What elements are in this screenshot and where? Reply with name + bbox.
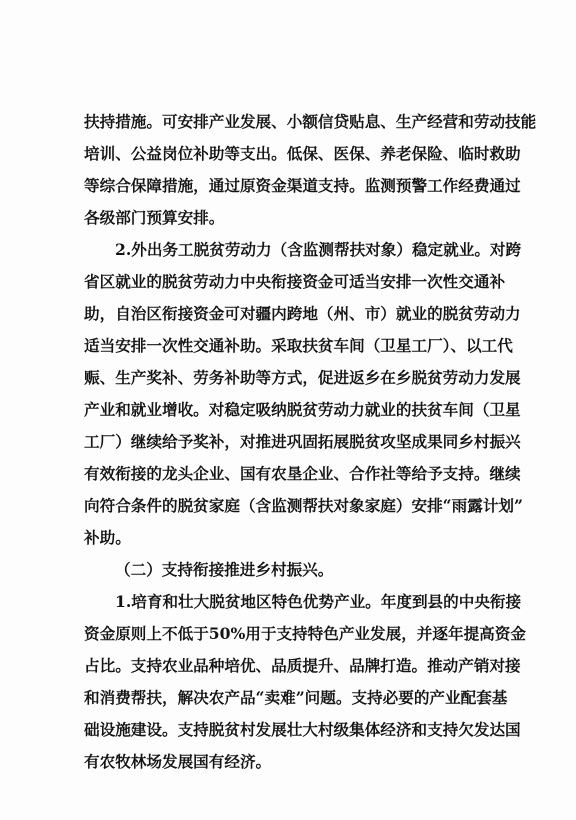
paragraph-line: 省区就业的脱贫劳动力中央衔接资金可适当安排一次性交通补 bbox=[84, 272, 506, 291]
section-heading: （二）支持衔接推进乡村振兴。 bbox=[115, 560, 334, 579]
paragraph-line: 产业和就业增收。对稳定吸纳脱贫劳动力就业的扶贫车间（卫星 bbox=[84, 400, 521, 419]
paragraph-line: 等综合保障措施，通过原资金渠道支持。监测预警工作经费通过 bbox=[84, 176, 521, 195]
paragraph-line: 1.培育和壮大脱贫地区特色优势产业。年度到县的中央衔接 bbox=[115, 592, 522, 611]
paragraph-line: 助，自治区衔接资金可对疆内跨地（州、市）就业的脱贫劳动力 bbox=[84, 304, 521, 323]
document-body bbox=[84, 106, 537, 778]
paragraph-line: 2.外出务工脱贫劳动力（含监测帮扶对象）稳定就业。对跨 bbox=[115, 240, 522, 259]
paragraph-line: 工厂）继续给予奖补，对推进巩固拓展脱贫攻坚成果同乡村振兴 bbox=[84, 432, 521, 451]
paragraph-line: 有农牧林场发展国有经济。 bbox=[84, 752, 272, 771]
paragraph-line: 资金原则上不低于50%用于支持特色产业发展，并逐年提高资金 bbox=[84, 624, 526, 643]
paragraph-line: 扶持措施。可安排产业发展、小额信贷贴息、生产经营和劳动技能 bbox=[84, 112, 537, 131]
paragraph-line: 培训、公益岗位补助等支出。低保、医保、养老保险、临时救助 bbox=[84, 144, 521, 163]
paragraph-line: 适当安排一次性交通补助。采取扶贫车间（卫星工厂）、以工代 bbox=[84, 336, 513, 355]
paragraph-line: 补助。 bbox=[84, 528, 131, 547]
paragraph-line: 向符合条件的脱贫家庭（含监测帮扶对象家庭）安排“雨露计划” bbox=[84, 496, 523, 515]
paragraph-line: 础设施建设。支持脱贫村发展壮大村级集体经济和支持欠发达国 bbox=[84, 720, 521, 739]
paragraph-line: 各级部门预算安排。 bbox=[84, 208, 225, 227]
paragraph-line: 和消费帮扶，解决农产品“卖难”问题。支持必要的产业配套基 bbox=[84, 688, 508, 707]
paragraph-line: 有效衔接的龙头企业、国有农垦企业、合作社等给予支持。继续 bbox=[84, 464, 521, 483]
paragraph-line: 赈、生产奖补、劳务补助等方式，促进返乡在乡脱贫劳动力发展 bbox=[84, 368, 521, 387]
paragraph-line: 占比。支持农业品种培优、品质提升、品牌打造。推动产销对接 bbox=[84, 656, 521, 675]
